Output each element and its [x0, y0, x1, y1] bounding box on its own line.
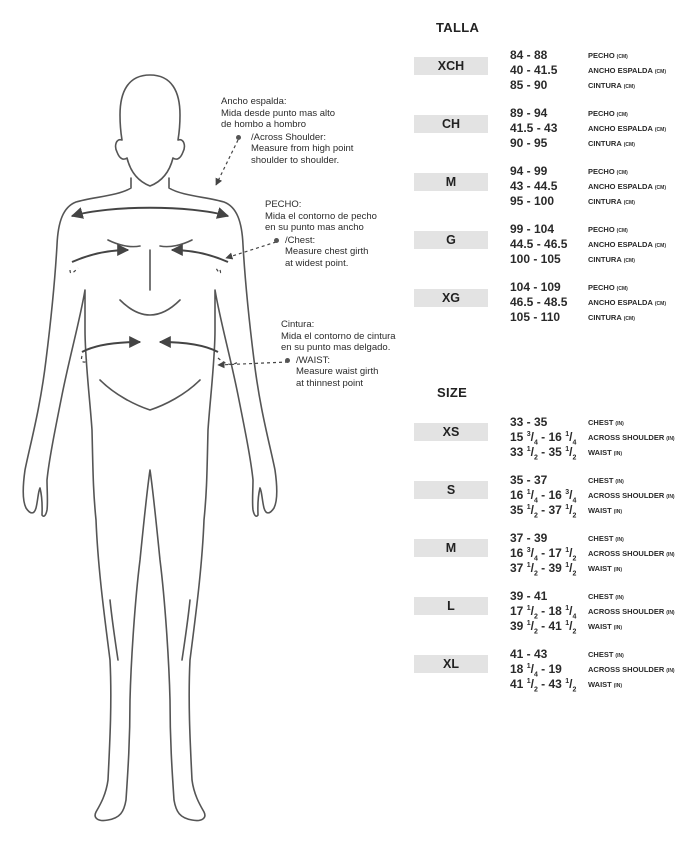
measure-value: 99 - 104 [510, 222, 555, 236]
measure-value: 43 - 44.5 [510, 179, 558, 193]
measure-label: CHEST (IN) [588, 418, 624, 427]
measure-label: PECHO (CM) [588, 109, 628, 118]
chest-note-en: /Chest: Measure chest girth at widest point. [285, 234, 369, 269]
measure-label: ANCHO ESPALDA (CM) [588, 240, 666, 249]
measure-value: 37 - 39 [510, 531, 548, 545]
measure-value: 44.5 - 46.5 [510, 237, 568, 251]
measure-label: CINTURA (CM) [588, 197, 635, 206]
waist-dot [285, 358, 290, 363]
measure-label: CHEST (IN) [588, 476, 624, 485]
measure-label: CHEST (IN) [588, 592, 624, 601]
measure-value: 15 $^3/_4 - 16$ $^1/_4$ [510, 430, 577, 447]
size-row-m [0, 531, 697, 577]
waist-arrow-right [160, 342, 218, 352]
measure-label: ACROSS SHOULDER (IN) [588, 491, 675, 500]
measure-value: 18 $^1/_4 - 19$ [510, 662, 562, 679]
size-label: S [414, 481, 488, 499]
size-row-ch [0, 106, 697, 152]
waist-arrow-left [82, 342, 140, 352]
size-label: XL [414, 655, 488, 673]
chest-note-es: PECHO: Mida el contorno de pecho en su punto mas ancho [265, 199, 377, 233]
measure-label: PECHO (CM) [588, 51, 628, 60]
measure-label: ACROSS SHOULDER (IN) [588, 607, 675, 616]
measure-value: 33 - 35 [510, 415, 548, 429]
measure-label: WAIST (IN) [588, 680, 623, 689]
measure-value: 85 - 90 [510, 78, 548, 92]
measure-label: PECHO (CM) [588, 167, 628, 176]
measure-value: 84 - 88 [510, 48, 548, 62]
measure-value: 105 - 110 [510, 310, 561, 324]
measure-label: WAIST (IN) [588, 564, 623, 573]
size-label: M [414, 539, 488, 557]
waist-note-en: /WAIST: Measure waist girth at thinnest point [296, 354, 379, 389]
measure-value: 16 $^1/_4 - 16$ $^3/_4$ [510, 488, 577, 505]
size-label: XS [414, 423, 488, 441]
talla-title: TALLA [436, 20, 480, 35]
waist-note-es: Cintura: Mida el contorno de cintura en su punto mas delgado. [281, 319, 396, 353]
size-row-xch [0, 48, 697, 94]
measure-value: 39 $^1/_2 - 41$ $^1/_2$ [510, 619, 577, 636]
size-row-xg [0, 280, 697, 326]
measure-label: WAIST (IN) [588, 448, 623, 457]
measure-label: CINTURA (CM) [588, 255, 635, 264]
measure-value: 41.5 - 43 [510, 121, 558, 135]
measure-value: 41 $^1/_2 - 43$ $^1/_2$ [510, 677, 577, 694]
measure-label: ACROSS SHOULDER (IN) [588, 665, 675, 674]
size-label: G [414, 231, 488, 249]
measure-value: 104 - 109 [510, 280, 561, 294]
measure-label: PECHO (CM) [588, 225, 628, 234]
size-row-g [0, 222, 697, 268]
size-row-xl [0, 647, 697, 693]
measure-label: CINTURA (CM) [588, 81, 635, 90]
shoulder-note-en: /Across Shoulder: Measure from high point shoulder to shoulder. [251, 131, 354, 166]
measure-value: 37 $^1/_2 - 39$ $^1/_2$ [510, 561, 577, 578]
size-label: CH [414, 115, 488, 133]
size-label: XCH [414, 57, 488, 75]
measure-label: WAIST (IN) [588, 506, 623, 515]
measure-label: CINTURA (CM) [588, 313, 635, 322]
measure-label: PECHO (CM) [588, 283, 628, 292]
measure-value: 35 - 37 [510, 473, 548, 487]
measure-label: ANCHO ESPALDA (CM) [588, 124, 666, 133]
measure-label: WAIST (IN) [588, 622, 623, 631]
measure-label: CHEST (IN) [588, 650, 624, 659]
size-row-l [0, 589, 697, 635]
measure-value: 94 - 99 [510, 164, 548, 178]
waist-note [281, 319, 396, 389]
measure-label: ANCHO ESPALDA (CM) [588, 182, 666, 191]
size-label: L [414, 597, 488, 615]
measure-label: CHEST (IN) [588, 534, 624, 543]
size-label: M [414, 173, 488, 191]
measure-value: 100 - 105 [510, 252, 561, 266]
size-row-m [0, 164, 697, 210]
measure-value: 89 - 94 [510, 106, 548, 120]
size-row-s [0, 473, 697, 519]
measure-label: CINTURA (CM) [588, 139, 635, 148]
shoulder-note-es: Ancho espalda: Mida desde punto mas alto de hombo a hombro [221, 96, 336, 130]
measure-value: 40 - 41.5 [510, 63, 558, 77]
size-title: SIZE [437, 385, 468, 400]
measure-value: 46.5 - 48.5 [510, 295, 568, 309]
measure-value: 17 $^1/_2 - 18$ $^1/_4$ [510, 604, 577, 621]
measure-value: 33 $^1/_2 - 35$ $^1/_2$ [510, 445, 577, 462]
size-label: XG [414, 289, 488, 307]
measure-label: ANCHO ESPALDA (CM) [588, 298, 666, 307]
measure-value: 41 - 43 [510, 647, 548, 661]
measure-label: ACROSS SHOULDER (IN) [588, 549, 675, 558]
measure-value: 95 - 100 [510, 194, 555, 208]
measure-value: 39 - 41 [510, 589, 548, 603]
measure-value: 16 $^3/_4 - 17$ $^1/_2$ [510, 546, 577, 563]
measure-value: 90 - 95 [510, 136, 548, 150]
measure-label: ACROSS SHOULDER (IN) [588, 433, 675, 442]
measure-value: 35 $^1/_2 - 37$ $^1/_2$ [510, 503, 577, 520]
size-row-xs [0, 415, 697, 461]
measure-label: ANCHO ESPALDA (CM) [588, 66, 666, 75]
